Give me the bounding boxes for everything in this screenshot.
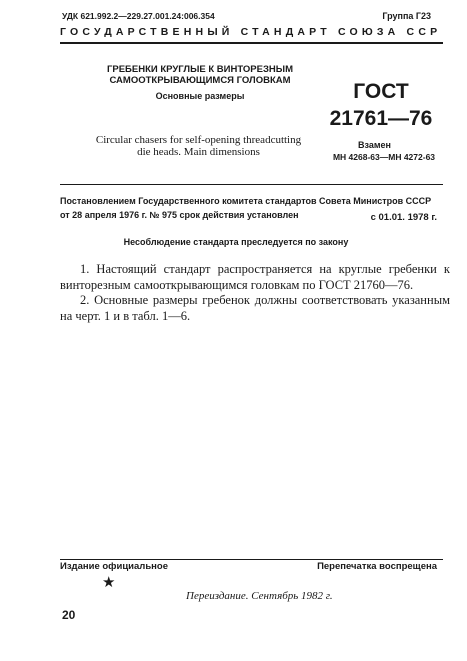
document-title-en (86, 134, 311, 158)
legal-notice: Несоблюдение стандарта преследуется по закону (123, 237, 349, 247)
body-paragraph-2: 2. Основные размеры гребенок должны соответствовать указанным на черт. 1 и в табл. 1—6. (60, 293, 450, 323)
body-paragraph-1: 1. Настоящий стандарт распространяется на круглые гребенки к винторезным самооткрывающимся головкам по ГОСТ 21760—76. (60, 262, 450, 292)
reissue-note: Переиздание. Сентябрь 1982 г. (186, 590, 333, 602)
star-icon: ★ (102, 575, 116, 591)
title-en-line-2: die heads. Main dimensions (137, 146, 260, 158)
page-number: 20 (62, 608, 76, 622)
top-divider (60, 42, 443, 44)
replaces-value: МН 4268-63—МН 4272-63 (332, 152, 436, 162)
title-en-line-1: Circular chasers for self-opening threadcutting (95, 134, 302, 146)
footer-divider (60, 559, 443, 560)
title-ru-line-1: ГРЕБЕНКИ КРУГЛЫЕ К ВИНТОРЕЗНЫМ (106, 64, 293, 75)
document-subtitle-ru: Основные размеры (155, 91, 245, 101)
no-reprint-label: Перепечатка воспрещена (317, 561, 437, 572)
udk-code: УДК 621.992.2—229.27.001.24:006.354 (62, 11, 215, 21)
body-text (60, 262, 450, 324)
replaces-label: Взамен (358, 140, 391, 150)
middle-divider (60, 184, 443, 185)
resolution-line-2: от 28 апреля 1976 г. № 975 срок действия установлен (60, 210, 299, 220)
group-code: Группа Г23 (382, 11, 431, 21)
standard-banner: ГОСУДАРСТВЕННЫЙ СТАНДАРТ СОЮЗА ССР (60, 26, 442, 38)
title-ru-line-2: САМООТКРЫВАЮЩИМСЯ ГОЛОВКАМ (109, 75, 291, 86)
effective-date: с 01.01. 1978 г. (370, 212, 437, 223)
gost-label: ГОСТ (353, 80, 409, 103)
official-edition-label: Издание официальное (60, 561, 168, 572)
gost-number: 21761—76 (329, 107, 433, 130)
document-title-ru (100, 64, 300, 86)
resolution-line-1: Постановлением Государственного комитета стандартов Совета Министров СССР (60, 196, 432, 206)
